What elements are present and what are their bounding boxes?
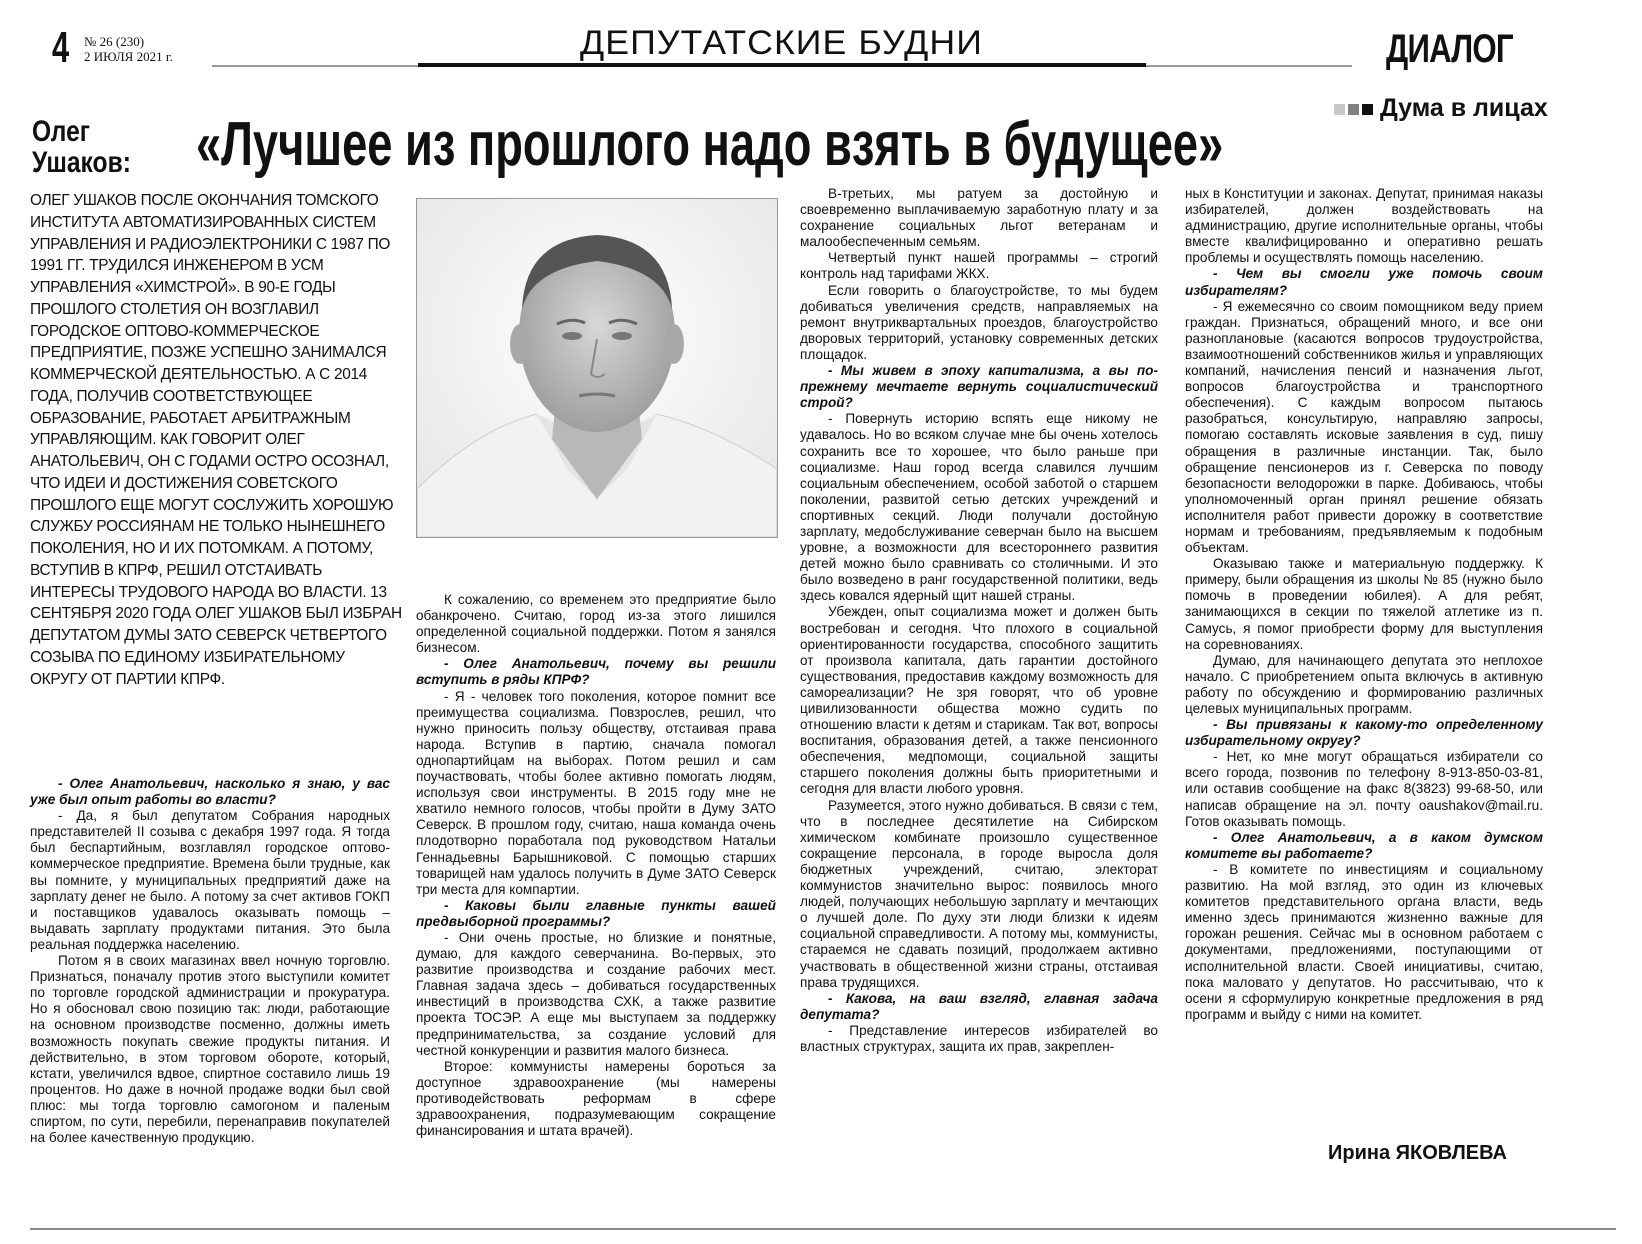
interview-question: - Олег Анатольевич, а в каком думском комитете вы работаете? — [1185, 829, 1543, 861]
interview-answer: Потом я в своих магазинах ввел ночную торговлю. Признаться, поначалу против этого выступили комитет по торговле городской администрации и прокуратура. Но я обосновал свою позицию так: люди, работающие на основном производстве посменно, должны иметь возможность покупать свежие продукты питания. И действительно, в этом торговом обороте, который, кстати, увеличился вдвое, спиртное составило лишь 19 процентов. Но даже в ночной продаже водки был свой плюс: мы тогда торговлю самогоном и паленым спиртом, по сути, перебили, перенаправив покупателей на более качественную продукцию. — [30, 953, 390, 1146]
name-line-1: Олег — [32, 115, 91, 148]
section-marker-icon — [1334, 104, 1373, 115]
issue-info — [84, 34, 173, 64]
bottom-rule — [30, 1228, 1616, 1230]
portrait-image — [417, 199, 777, 537]
interview-answer: - Повернуть историю вспять еще никому не удавалось. Но во всяком случае мне бы очень хотелось сохранить все то хорошее, что было раньше при социализме. Наш город всегда славился лучшим социальным обеспечением, особой заботой о старшем поколении, развитой сетью детских учреждений и спортивных секций. Люди получали достойную зарплату, медобслуживание северчан было на высшем уровне, а возможности для всестороннего развития детей можно было сравнивать со столичными. И это было возведено в ранг государственной политики, ведь здесь ковался ядерный щит нашей страны. — [800, 411, 1158, 604]
page-number: 4 — [52, 23, 70, 72]
author-signature: Ирина ЯКОВЛЕВА — [1328, 1142, 1507, 1164]
rubric-underline — [418, 63, 1146, 67]
lead-paragraph: ОЛЕГ УШАКОВ ПОСЛЕ ОКОНЧАНИЯ ТОМСКОГО ИНСТИТУТА АВТОМАТИЗИРОВАННЫХ СИСТЕМ УПРАВЛЕНИЯ И РАДИОЭЛЕКТРОНИКИ С 1987 ПО 1991 ГГ. ТРУДИЛСЯ ИНЖЕНЕРОМ В УСМ УПРАВЛЕНИЯ «ХИМСТРОЙ». В 90-Е ГОДЫ ПРОШЛОГО СТОЛЕТИЯ ОН ВОЗГЛАВИЛ ГОРОДСКОЕ ОПТОВО-КОММЕРЧЕСКОЕ ПРЕДПРИЯТИЕ, ПОЗЖЕ УСПЕШНО ЗАНИМАЛСЯ КОММЕРЧЕСКОЙ ДЕЯТЕЛЬНОСТЬЮ. А С 2014 ГОДА, ПОЛУЧИВ СООТВЕТСТВУЮЩЕЕ ОБРАЗОВАНИЕ, РАБОТАЕТ АРБИТРАЖНЫМ УПРАВЛЯЮЩИМ. КАК ГОВОРИТ ОЛЕГ АНАТОЛЬЕВИЧ, ОН С ГОДАМИ ОСТРО ОСОЗНАЛ, ЧТО ИДЕИ И ДОСТИЖЕНИЯ СОВЕТСКОГО ПРОШЛОГО ЕЩЕ МОГУТ СОСЛУЖИТЬ ХОРОШУЮ СЛУЖБУ РОССИЯНАМ НЕ ТОЛЬКО НЫНЕШНЕГО ПОКОЛЕНИЯ, НО И ИХ ПОТОМКАМ. А ПОТОМУ, ВСТУПИВ В КПРФ, РЕШИЛ ОТСТАИВАТЬ ИНТЕРЕСЫ ТРУДОВОГО НАРОДА ВО ВЛАСТИ. 13 СЕНТЯБРЯ 2020 ГОДА ОЛЕГ УШАКОВ БЫЛ ИЗБРАН ДЕПУТАТОМ ДУМЫ ЗАТО СЕВЕРСК ЧЕТВЕРТОГО СОЗЫВА ПО ЕДИНОМУ ИЗБИРАТЕЛЬНОМУ ОКРУГУ ОТ ПАРТИИ КПРФ. — [30, 192, 402, 688]
marker-square-dark — [1362, 104, 1373, 115]
article-column-1 — [30, 776, 390, 1146]
interview-answer: - Да, я был депутатом Собрания народных представителей II созыва с декабря 1997 года. Я тогда был беспартийным, возглавлял городское оптово-коммерческое предприятие. Времена были трудные, как вы помните, у муниципальных предприятий даже на зарплату денег не было. А потому за счет активов ГОКП и поставщиков удавалось оказывать помощь – выдавать зарплату продуктами питания. Это была реальная поддержка населению. — [30, 808, 390, 952]
newspaper-logo: ДИАЛОГ — [1386, 27, 1513, 71]
interview-answer: Думаю, для начинающего депутата это неплохое начало. С приобретением опыта включусь в активную работу по обсуждению и формированию различных целевых муниципальных программ. — [1185, 652, 1543, 716]
interview-answer: - Они очень простые, но близкие и понятные, думаю, для каждого северчанина. Во-первых, это развитие производства и создание рабочих мест. Главная задача здесь – добиваться государственных инвестиций в производства СХК, а также развитие проекта ТОСЭР. А еще мы выступаем за поддержку предпринимательства, за создание условий для честной конкуренции и развития малого бизнеса. — [416, 929, 776, 1058]
name-line-2: Ушаков: — [32, 146, 131, 179]
interview-question: - Вы привязаны к какому-то определенному избирательному округу? — [1185, 717, 1543, 749]
marker-square-light — [1334, 104, 1345, 115]
interview-answer: - Я - человек того поколения, которое помнит все преимущества социализма. Повзрослев, решил, что нужно приносить пользу обществу, отстаивая права народа. Вступив в партию, сначала помогал однопартийцам на выборах. Потом решил и сам поучаствовать, чтобы более активно помогать людям, используя свои инструменты. В 2015 году мне не хватило немного голосов, чтобы пройти в Думу ЗАТО Северск. В прошлом году, считаю, наша команда очень плодотворно поработала под руководством Натальи Геннадьевны Барышниковой. С помощью старших товарищей нам удалось получить в Думе ЗАТО Северск три места для компартии. — [416, 688, 776, 897]
interviewee-name — [32, 116, 131, 178]
article-column-3 — [800, 186, 1158, 1055]
interview-question: - Чем вы смогли уже помочь своим избирателям? — [1185, 266, 1543, 298]
interview-answer-continued: ных в Конституции и законах. Депутат, принимая наказы избирателей, должен воздействовать на администрацию, другие исполнительные органы, чтобы вместе квалифицированно и оперативно решать проблемы и осуществлять помощь населению. — [1185, 186, 1543, 266]
headline: «Лучшее из прошлого надо взять в будущее» — [196, 110, 1224, 179]
interview-question: - Мы живем в эпоху капитализма, а вы по-прежнему мечтаете вернуть социалистический строй? — [800, 363, 1158, 411]
section-label: Дума в лицах — [1380, 94, 1548, 122]
interview-answer: Второе: коммунисты намерены бороться за доступное здравоохранение (мы намерены противодействовать реформам в сфере здравоохранения, подразумевающим сокращение финансирования и штата врачей). — [416, 1058, 776, 1139]
issue-number: № 26 (230) — [84, 34, 145, 49]
interview-question: - Какова, на ваш взгляд, главная задача депутата? — [800, 990, 1158, 1022]
interview-answer: Четвертый пункт нашей программы – строгий контроль над тарифами ЖКХ. — [800, 250, 1158, 282]
article-column-2 — [416, 592, 776, 1139]
interview-answer: Убежден, опыт социализма может и должен быть востребован и сегодня. Что плохого в социальной ориентированности государства, способного защитить от произвола капитала, дать гарантии достойного существования, предоставив каждому возможность для самореализации? Не зря говорят, что об уровне цивилизованности общества можно судить по отношению власти к детям и старикам. Так вот, вопросы воспитания, образования детей, а также пенсионного обеспечения, медпомощи, социальной защиты старшего поколения должны быть приоритетными и сегодня для власти любого уровня. — [800, 604, 1158, 797]
interview-answer: Если говорить о благоустройстве, то мы будем добиваться увеличения средств, направляемых на ремонт внутриквартальных проездов, благоустройство дворовых территорий, установку современных детских площадок. — [800, 282, 1158, 362]
interview-answer: К сожалению, со временем это предприятие было обанкрочено. Считаю, город из-за этого лишился определенной социальной поддержки. Потом я занялся бизнесом. — [416, 592, 776, 656]
interview-question: - Олег Анатольевич, насколько я знаю, у вас уже был опыт работы во власти? — [30, 776, 390, 808]
interview-answer: - Нет, ко мне могут обращаться избиратели со всего города, позвонив по телефону 8-913-850-03-81, или оставив сообщение на факс 8(3823) 99-68-50, или написав обращение на эл. почту oaushakov@mail.ru. Готов оказывать помощь. — [1185, 749, 1543, 829]
article-column-4 — [1185, 186, 1543, 1023]
masthead-rule-right — [1146, 65, 1352, 67]
interview-question: - Каковы были главные пункты вашей предвыборной программы? — [416, 897, 776, 929]
interview-answer: В-третьих, мы ратуем за достойную и своевременно выплачиваемую заработную плату и за сохранение социальных льгот ветеранам и малообеспеченным семьям. — [800, 186, 1158, 250]
interview-answer: - Я ежемесячно со своим помощником веду прием граждан. Признаться, обращений много, и все они разноплановые (касаются вопросов трудоустройства, взаимоотношений собственников жилья и управляющих компаний, начисления пенсий и назначения льгот, вопросов благоустройства и транспортного обеспечения). С каждым вопросом пытаюсь разобраться, консультирую, направляю запросы, помогаю составлять исковые заявления в суд, пишу обращения в различные инстанции. Так, было обращение пенсионеров из г. Северска по поводу безопасности велодорожки в парке. Добиваюсь, чтобы уполномоченный орган принял решение обязать исполнителя работ привести дорожку в соответствие нормам и требованиям, предъявляемым к подобным объектам. — [1185, 298, 1543, 556]
interview-answer: Разумеется, этого нужно добиваться. В связи с тем, что в последнее десятилетие на Сибирском химическом комбинате произошло существенное сокращение персонала, в городе выросла доля бюджетных учреждений, считаю, электорат коммунистов значительно вырос: появилось много людей, получающих небольшую зарплату и мечтающих о лучшей доле. По духу эти люди близки к идеям социальной справедливости. А потому мы, коммунисты, стараемся не сдавать позиций, продолжаем активно участвовать в общественной жизни страны, отстаивая права трудящихся. — [800, 797, 1158, 990]
interview-answer: - В комитете по инвестициям и социальному развитию. На мой взгляд, это один из ключевых комитетов представительного органа власти, ведь именно здесь принимаются жизненно важные для горожан решения. Сейчас мы в основном работаем с документами, предложениями, поступающими от исполнительной власти. Своей инициативы, считаю, пока маловато у депутатов. Но рассчитываю, что к осени я сформулирую конкретные предложения в ряд программ и выйду с ними на комитет. — [1185, 861, 1543, 1022]
interview-answer: - Представление интересов избирателей во властных структурах, защита их прав, закреплен- — [800, 1022, 1158, 1054]
issue-date: 2 ИЮЛЯ 2021 г. — [84, 49, 173, 64]
interview-answer: Оказываю также и материальную поддержку. К примеру, были обращения из школы № 85 (нужно было помочь в проведении юбилея). А для ребят, занимающихся в секции по тяжелой атлетике из п. Самусь, я помог приобрести форму для выступления на соревнованиях. — [1185, 556, 1543, 652]
interview-question: - Олег Анатольевич, почему вы решили вступить в ряды КПРФ? — [416, 656, 776, 688]
marker-square-mid — [1348, 104, 1359, 115]
rubric-title: ДЕПУТАТСКИЕ БУДНИ — [580, 24, 983, 62]
portrait-photo — [416, 198, 778, 538]
masthead-rule-left — [212, 65, 418, 67]
